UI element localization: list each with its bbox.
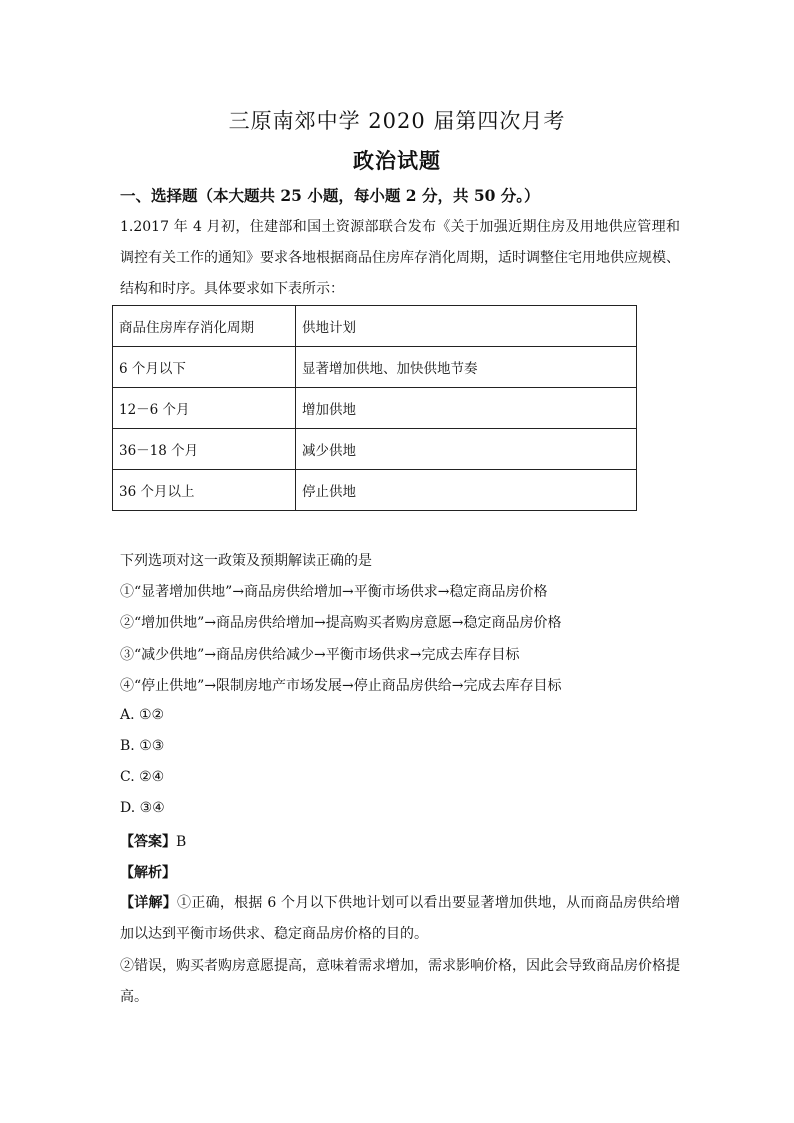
option-a: A. ①② <box>120 707 165 723</box>
table-cell-cycle: 36－18 个月 <box>113 429 296 470</box>
table-cell-cycle: 36 个月以上 <box>113 470 296 511</box>
table-row <box>113 388 637 429</box>
table-cell-plan: 显著增加供地、加快供地节奏 <box>296 347 637 388</box>
option-c: C. ②④ <box>120 769 165 785</box>
detail-paragraph-2: ②错误，购买者购房意愿提高，意味着需求增加，需求影响价格，因此会导致商品房价格提高。 <box>120 958 680 1005</box>
table-cell-plan: 减少供地 <box>296 429 637 470</box>
table-header-row <box>113 306 637 347</box>
table-row <box>113 470 637 511</box>
option-b: B. ①③ <box>120 738 165 754</box>
statement-2: ②“增加供地”→商品房供给增加→提高购买者购房意愿→稳定商品房价格 <box>120 615 562 631</box>
table-row <box>113 347 637 388</box>
exam-subtitle: 政治试题 <box>353 148 441 173</box>
detail-paragraph-1 <box>120 888 680 950</box>
table-cell-cycle: 6 个月以下 <box>113 347 296 388</box>
exam-title: 三原南郊中学 2020 届第四次月考 <box>228 109 566 133</box>
table-cell-cycle: 12－6 个月 <box>113 388 296 429</box>
section-heading: 一、选择题（本大题共 25 小题，每小题 2 分，共 50 分。） <box>120 186 540 205</box>
question-prompt: 下列选项对这一政策及预期解读正确的是 <box>120 553 372 569</box>
table-cell-plan: 停止供地 <box>296 470 637 511</box>
table-cell-plan: 增加供地 <box>296 388 637 429</box>
statement-3: ③“减少供地”→商品房供给减少→平衡市场供求→完成去库存目标 <box>120 647 520 663</box>
answer-line <box>120 831 186 851</box>
table-row <box>113 429 637 470</box>
question-stem: 1.2017 年 4 月初，住建部和国土资源部联合发布《关于加强近期住房及用地供应管理和调控有关工作的通知》要求各地根据商品住房库存消化周期，适时调整住宅用地供应规模、结构和时序。具体要求如下表所示： <box>120 219 680 297</box>
option-d: D. ③④ <box>120 800 165 816</box>
detail-label: 【详解】 <box>120 895 178 911</box>
analysis-label: 【解析】 <box>120 865 176 881</box>
table-header-plan: 供地计划 <box>296 306 637 347</box>
table-header-cycle: 商品住房库存消化周期 <box>113 306 296 347</box>
answer-label: 【答案】 <box>120 834 176 850</box>
detail-text-1: ①正确，根据 6 个月以下供地计划可以看出要显著增加供地，从而商品房供给增加以达到平衡市场供求、稳定商品房价格的目的。 <box>120 895 680 942</box>
statement-1: ①“显著增加供地”→商品房供给增加→平衡市场供求→稳定商品房价格 <box>120 584 548 600</box>
answer-value: B <box>176 834 187 850</box>
statement-4: ④“停止供地”→限制房地产市场发展→停止商品房供给→完成去库存目标 <box>120 678 562 694</box>
supply-table <box>112 305 637 511</box>
